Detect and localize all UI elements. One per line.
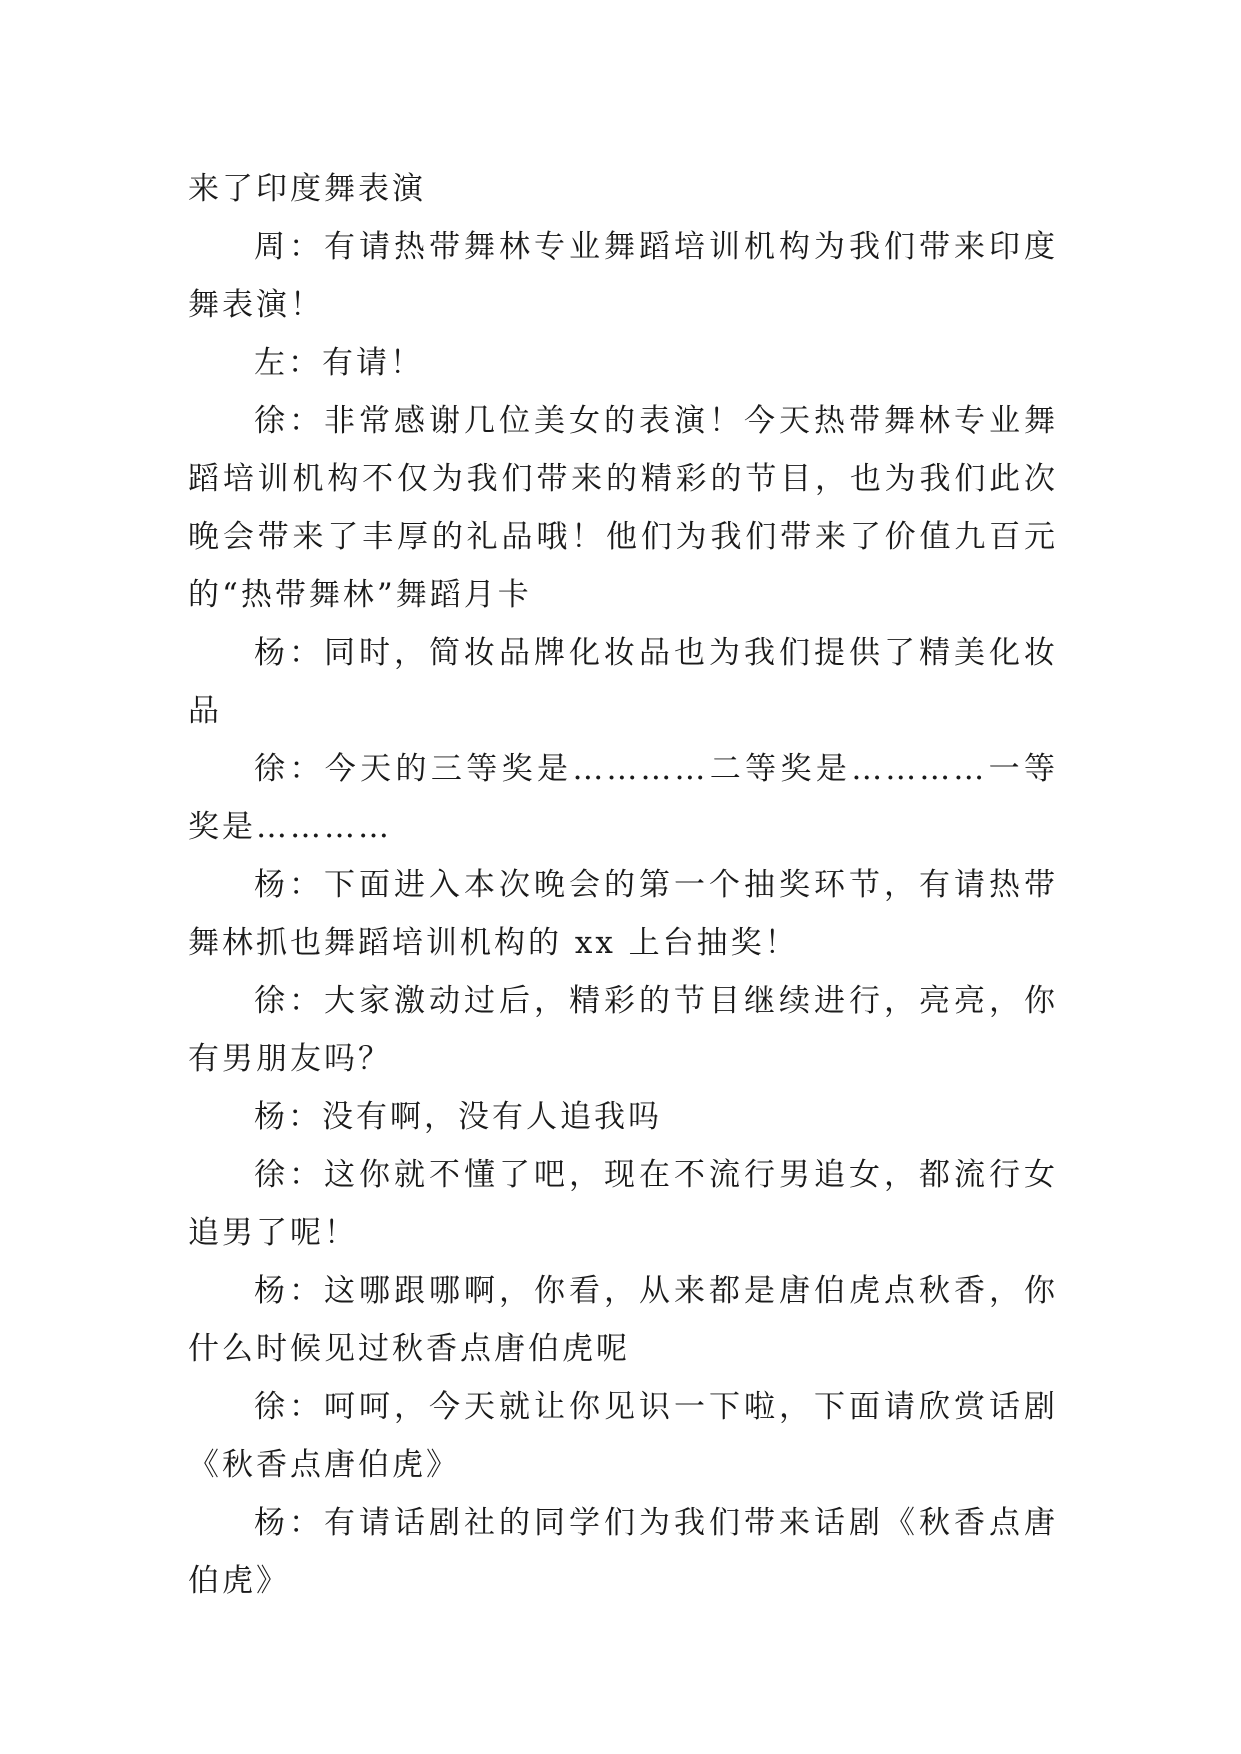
dialogue-paragraph: 杨：同时，简妆品牌化妆品也为我们提供了精美化妆品 xyxy=(188,635,1058,729)
dialogue-paragraph: 徐：呵呵，今天就让你见识一下啦，下面请欣赏话剧《秋香点唐伯虎》 xyxy=(188,1389,1058,1483)
dialogue-paragraph: 徐：非常感谢几位美女的表演！今天热带舞林专业舞蹈培训机构不仅为我们带来的精彩的节目，也为我们此次晚会带来了丰厚的礼品哦！他们为我们带来了价值九百元的“热带舞林”舞蹈月卡 xyxy=(188,403,1058,613)
dialogue-paragraph: 徐：今天的三等奖是…………二等奖是…………一等奖是………… xyxy=(188,751,1058,845)
paragraph-continuation: 来了印度舞表演 xyxy=(188,171,426,207)
dialogue-paragraph: 左：有请！ xyxy=(254,345,424,381)
dialogue-paragraph: 徐：大家激动过后，精彩的节目继续进行，亮亮，你有男朋友吗？ xyxy=(188,983,1058,1077)
document-body xyxy=(188,160,1058,1610)
dialogue-paragraph: 徐：这你就不懂了吧，现在不流行男追女，都流行女追男了呢！ xyxy=(188,1157,1058,1251)
dialogue-paragraph: 杨：有请话剧社的同学们为我们带来话剧《秋香点唐伯虎》 xyxy=(188,1505,1058,1599)
dialogue-paragraph: 杨：这哪跟哪啊，你看，从来都是唐伯虎点秋香，你什么时候见过秋香点唐伯虎呢 xyxy=(188,1273,1058,1367)
dialogue-paragraph: 杨：没有啊，没有人追我吗 xyxy=(254,1099,662,1135)
dialogue-paragraph: 周：有请热带舞林专业舞蹈培训机构为我们带来印度舞表演！ xyxy=(188,229,1058,323)
dialogue-paragraph: 杨：下面进入本次晚会的第一个抽奖环节，有请热带舞林抓也舞蹈培训机构的 xx 上台抽奖！ xyxy=(188,867,1058,961)
